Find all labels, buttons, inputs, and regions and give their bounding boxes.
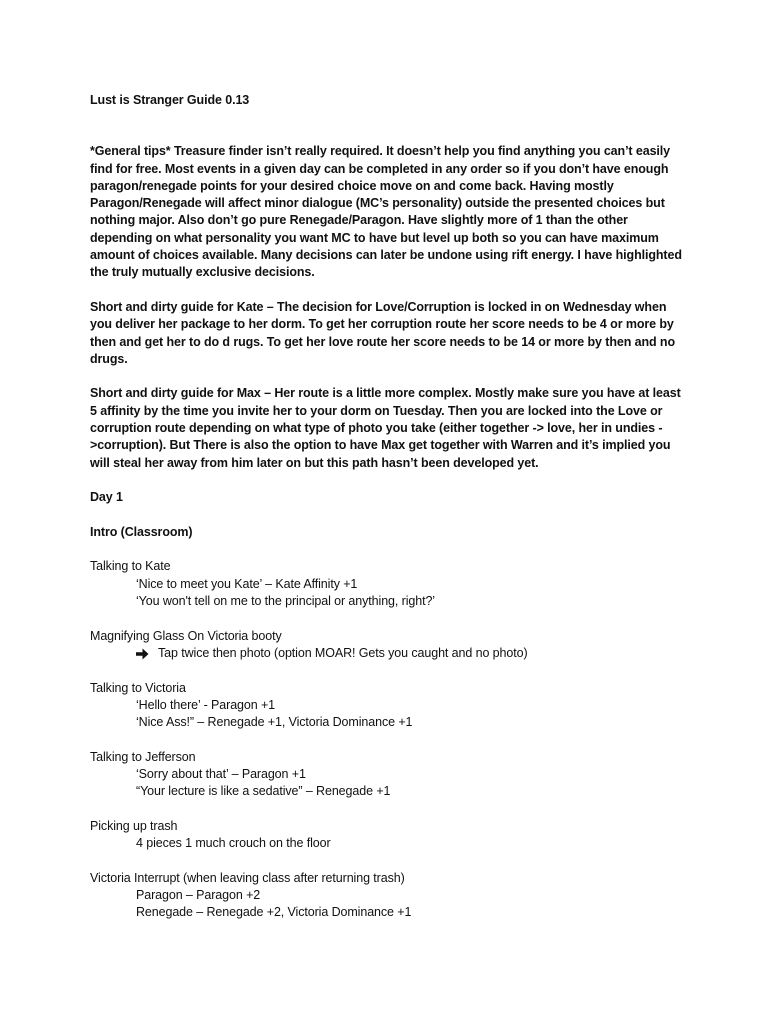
section-heading: Victoria Interrupt (when leaving class after returning trash) — [90, 870, 405, 885]
document-body — [90, 92, 690, 922]
choice-line: 4 pieces 1 much crouch on the floor — [136, 836, 331, 851]
section-heading: Talking to Victoria — [90, 680, 186, 695]
arrow-right-icon — [136, 648, 150, 660]
intro-heading: Intro (Classroom) — [90, 524, 193, 539]
kate-guide-paragraph: Short and dirty guide for Kate – The decision for Love/Corruption is locked in on Wednesday when you deliver her package to her dorm. To get her corruption route her score needs to be 4 or more by then and get her to do d rugs. To get her love route her score needs to be 14 or more by then and no drugs. — [90, 299, 675, 366]
arrow-bullet-line — [90, 645, 690, 662]
section-heading: Talking to Kate — [90, 559, 171, 574]
section-magnifying-glass — [90, 628, 690, 663]
choice-line: Paragon – Paragon +2 — [136, 888, 261, 903]
choice-line: ‘Nice Ass!” – Renegade +1, Victoria Dominance +1 — [136, 715, 413, 730]
section-heading: Magnifying Glass On Victoria booty — [90, 628, 282, 643]
section-victoria-interrupt — [90, 870, 690, 922]
section-talking-to-victoria — [90, 680, 690, 732]
choice-line: ‘You won't tell on me to the principal or anything, right?’ — [136, 594, 435, 609]
choice-line: “Your lecture is like a sedative” – Renegade +1 — [136, 784, 391, 799]
day-heading: Day 1 — [90, 490, 123, 505]
choice-line: ‘Sorry about that’ – Paragon +1 — [136, 766, 306, 781]
section-talking-to-kate — [90, 558, 690, 610]
choice-line: ‘Hello there’ - Paragon +1 — [136, 697, 276, 712]
max-guide-paragraph: Short and dirty guide for Max – Her route is a little more complex. Mostly make sure you have at least 5 affinity by the time you invite her to your dorm on Tuesday. Then you are locked into the Love or corruption route depending on what type of photo you take (either together -> love, her in undies - >corruption). But There is also the option to have Max get together with Warren and it’s implied you will steal her away from him later on but this path hasn’t been developed yet. — [90, 386, 681, 470]
section-picking-up-trash — [90, 818, 690, 853]
arrow-line-text: Tap twice then photo (option MOAR! Gets you caught and no photo) — [158, 645, 528, 660]
section-talking-to-jefferson — [90, 749, 690, 801]
document-title: Lust is Stranger Guide 0.13 — [90, 93, 250, 107]
section-heading: Talking to Jefferson — [90, 749, 196, 764]
choice-line: ‘Nice to meet you Kate’ – Kate Affinity +1 — [136, 576, 358, 591]
choice-line: Renegade – Renegade +2, Victoria Dominance +1 — [136, 905, 412, 920]
general-tips-paragraph: *General tips* Treasure finder isn’t really required. It doesn’t help you find anything you can’t easily find for free. Most events in a given day can be completed in any order so if you don’t have enough paragon/renegade points for your desired choice move on and come back. Having mostly Paragon/Renegade will affect minor dialogue (MC’s personality) outside the presented choices but nothing major. Also don’t go pure Renegade/Paragon. Have slightly more of 1 than the other depending on what personality you want MC to have but level up both so you can have maximum amount of choices available. Many decisions can later be undone using rift energy. I have highlighted the truly mutually exclusive decisions. — [90, 144, 682, 280]
section-heading: Picking up trash — [90, 818, 178, 833]
